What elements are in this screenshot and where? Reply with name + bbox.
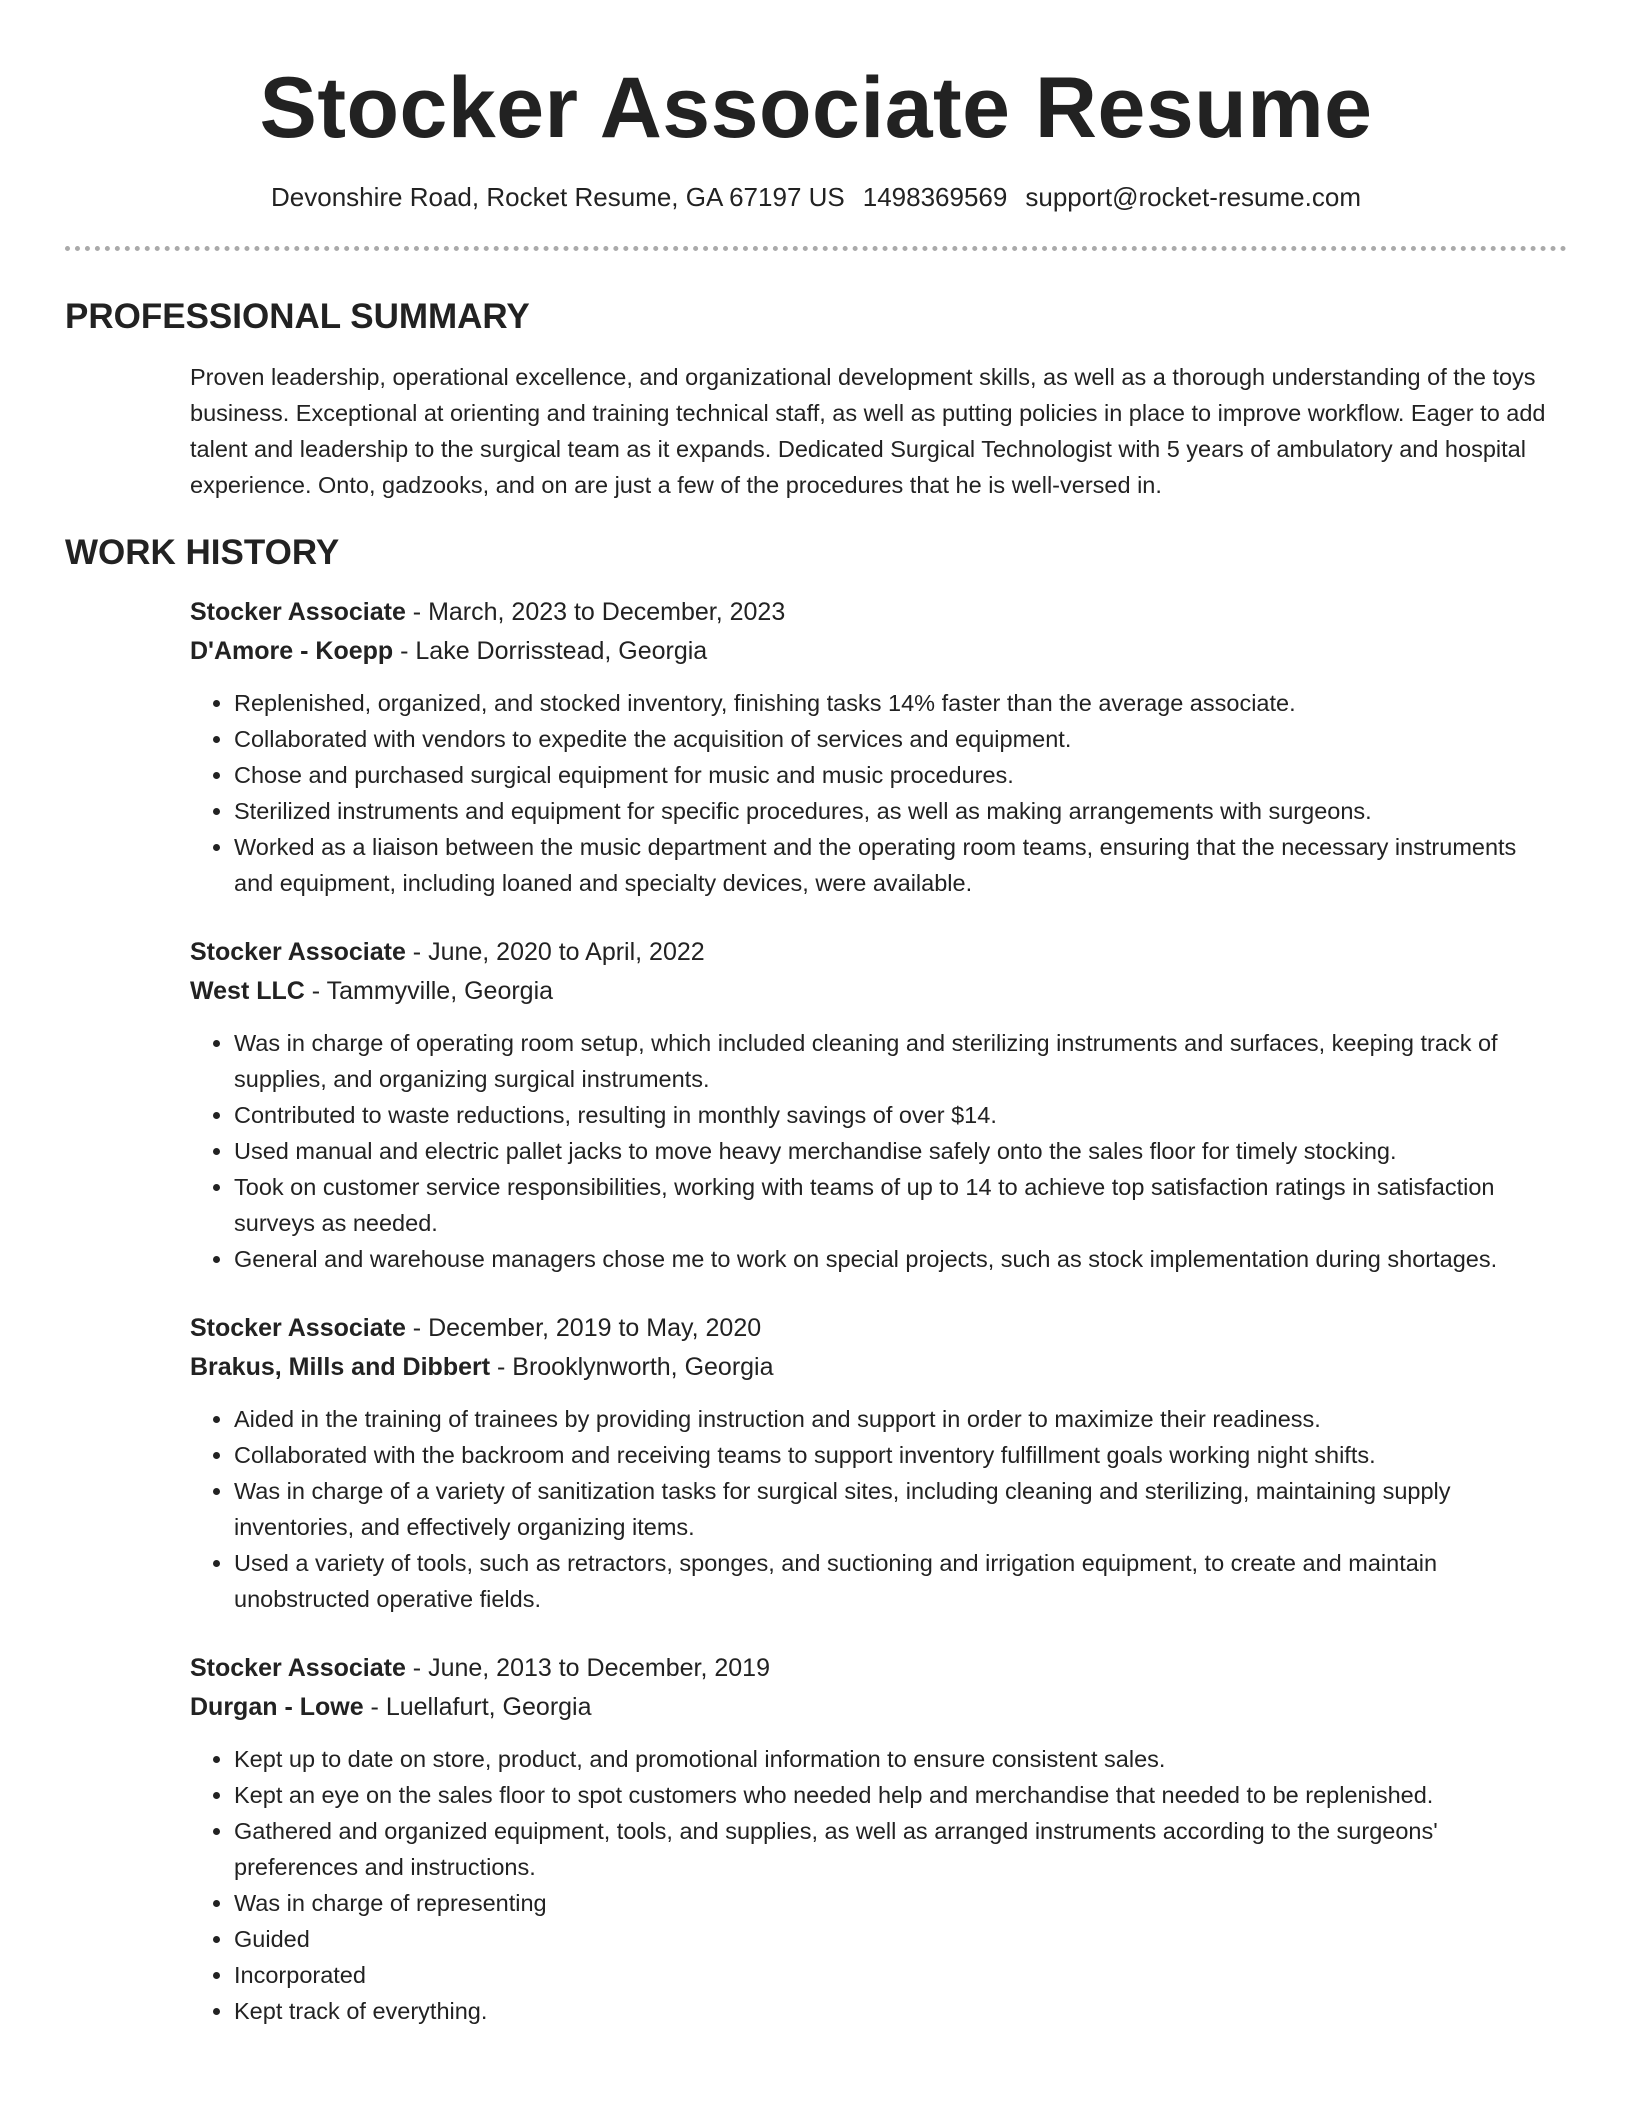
- job-duty: • Contributed to waste reductions, resulting in monthly savings of over $14.: [234, 1097, 1562, 1133]
- job-title: Stocker Associate: [190, 1654, 406, 1682]
- job-location: - Luellafurt, Georgia: [363, 1693, 592, 1721]
- professional-summary-text: Proven leadership, operational excellence, and organizational development skills, as well as a thorough understanding of the toys business. Exceptional at orienting and training technical staff, as well as putting policies in place to improve workflow. Eager to add talent and leadership to the surgical team as it expands. Dedicated Surgical Technologist with 5 years of ambulatory and hospital experience. Onto, gadzooks, and on are just a few of the procedures that he is well-versed in.: [190, 364, 1546, 498]
- job-entry: [190, 593, 1632, 901]
- job-title: Stocker Associate: [190, 938, 406, 966]
- job-title-line: [190, 593, 1632, 632]
- job-entry: [190, 1649, 1632, 2029]
- job-company: West LLC: [190, 977, 305, 1005]
- job-duty: • Chose and purchased surgical equipment for music and music procedures.: [234, 757, 1562, 793]
- job-company-line: [190, 632, 1632, 671]
- job-duty: • Kept track of everything.: [234, 1993, 1562, 2029]
- job-duty: • Kept up to date on store, product, and promotional information to ensure consistent sales.: [234, 1741, 1562, 1777]
- job-duty: • Used a variety of tools, such as retractors, sponges, and suctioning and irrigation equipment, to create and maintain unobstructed operative fields.: [234, 1545, 1562, 1617]
- job-duty: • Collaborated with the backroom and receiving teams to support inventory fulfillment goals working night shifts.: [234, 1437, 1562, 1473]
- contact-info: [0, 180, 1632, 214]
- job-dates: - June, 2013 to December, 2019: [405, 1654, 770, 1682]
- job-duty: • Guided: [234, 1921, 1562, 1957]
- job-entry: [190, 1309, 1632, 1617]
- job-duties-list: [190, 685, 1562, 901]
- contact-phone: 1498369569: [862, 182, 1008, 212]
- job-title: Stocker Associate: [190, 1314, 406, 1342]
- job-duty: • Was in charge of a variety of sanitization tasks for surgical sites, including cleaning and sterilizing, maintaining supply inventories, and effectively organizing items.: [234, 1473, 1562, 1545]
- job-title-line: [190, 1309, 1632, 1348]
- job-dates: - December, 2019 to May, 2020: [405, 1314, 762, 1342]
- job-company: Brakus, Mills and Dibbert: [190, 1353, 491, 1381]
- job-duties-list: [190, 1741, 1562, 2029]
- job-company-line: [190, 972, 1632, 1011]
- professional-summary-heading: PROFESSIONAL SUMMARY: [65, 297, 530, 336]
- job-duty: • Incorporated: [234, 1957, 1562, 1993]
- job-duty: • Was in charge of operating room setup, which included cleaning and sterilizing instruments and surfaces, keeping track of supplies, and organizing surgical instruments.: [234, 1025, 1562, 1097]
- job-location: - Tammyville, Georgia: [304, 977, 554, 1005]
- job-title-line: [190, 1649, 1632, 1688]
- work-history-list: [190, 593, 1632, 2029]
- contact-email: support@rocket-resume.com: [1025, 182, 1361, 212]
- resume-title: Stocker Associate Resume: [259, 60, 1373, 156]
- job-duty: • Took on customer service responsibilities, working with teams of up to 14 to achieve top satisfaction ratings in satisfaction surveys as needed.: [234, 1169, 1562, 1241]
- job-duty: • Replenished, organized, and stocked inventory, finishing tasks 14% faster than the average associate.: [234, 685, 1562, 721]
- job-duty: • General and warehouse managers chose me to work on special projects, such as stock implementation during shortages.: [234, 1241, 1562, 1277]
- contact-address: Devonshire Road, Rocket Resume, GA 67197 US: [271, 182, 845, 212]
- job-location: - Lake Dorrisstead, Georgia: [393, 637, 708, 665]
- job-title-line: [190, 933, 1632, 972]
- job-duty: • Kept an eye on the sales floor to spot customers who needed help and merchandise that needed to be replenished.: [234, 1777, 1562, 1813]
- job-company: D'Amore - Koepp: [190, 637, 394, 665]
- work-history-heading: WORK HISTORY: [65, 533, 340, 572]
- job-company-line: [190, 1688, 1632, 1727]
- job-company-line: [190, 1348, 1632, 1387]
- job-duty: • Was in charge of representing: [234, 1885, 1562, 1921]
- job-company: Durgan - Lowe: [190, 1693, 364, 1721]
- job-duties-list: [190, 1025, 1562, 1277]
- job-duty: • Collaborated with vendors to expedite the acquisition of services and equipment.: [234, 721, 1562, 757]
- job-location: - Brooklynworth, Georgia: [490, 1353, 774, 1381]
- job-dates: - June, 2020 to April, 2022: [405, 938, 705, 966]
- job-dates: - March, 2023 to December, 2023: [405, 598, 786, 626]
- header-divider: [65, 246, 1567, 251]
- job-duty: • Gathered and organized equipment, tools, and supplies, as well as arranged instruments according to the surgeons' preferences and instructions.: [234, 1813, 1562, 1885]
- job-entry: [190, 933, 1632, 1277]
- job-duty: • Aided in the training of trainees by providing instruction and support in order to maximize their readiness.: [234, 1401, 1562, 1437]
- job-duty: • Worked as a liaison between the music department and the operating room teams, ensuring that the necessary instruments and equipment, including loaned and specialty devices, were available.: [234, 829, 1562, 901]
- job-duty: • Sterilized instruments and equipment for specific procedures, as well as making arrangements with surgeons.: [234, 793, 1562, 829]
- job-duties-list: [190, 1401, 1562, 1617]
- job-title: Stocker Associate: [190, 598, 406, 626]
- job-duty: • Used manual and electric pallet jacks to move heavy merchandise safely onto the sales floor for timely stocking.: [234, 1133, 1562, 1169]
